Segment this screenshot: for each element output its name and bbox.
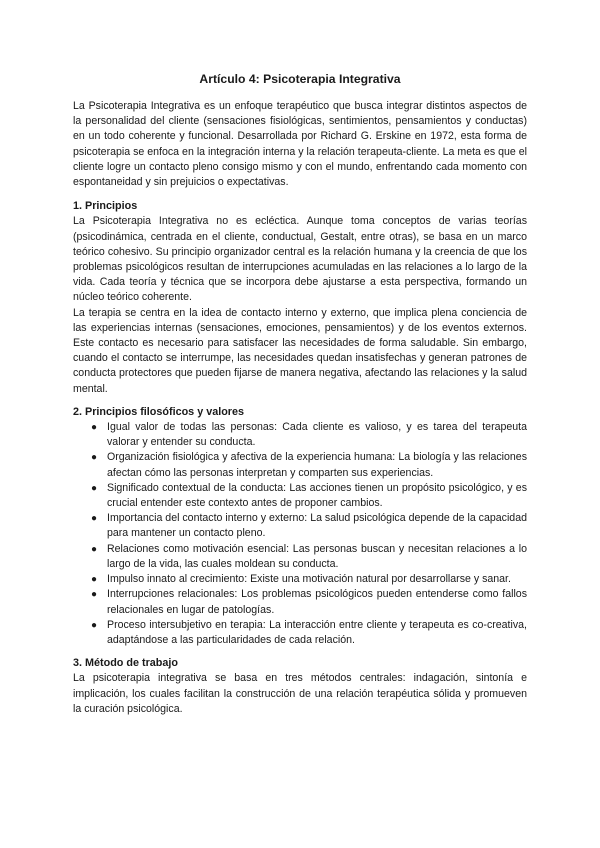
bullet-icon: ●: [91, 574, 98, 586]
list-item: [73, 420, 527, 450]
section-paragraph: La psicoterapia integrativa se basa en tres métodos centrales: indagación, sintonía e implicación, los cuales facilitan la construcción de una relación terapéutica sólida y promueven la curación psicológica.: [73, 672, 527, 715]
intro-paragraph: La Psicoterapia Integrativa es un enfoque terapéutico que busca integrar distintos aspectos de la personalidad del cliente (sensaciones fisiológicas, sentimientos, pensamientos y conductas) en un todo coherente y funcional. Desarrollada por Richard G. Erskine en 1972, esta forma de psicoterapia se enfoca en la integración interna y la relación terapeuta-cliente. La meta es que el cliente logre un contacto pleno consigo mismo y con el mundo, enfrentando cada momento con espontaneidad y sin prejuicios o expectativas.: [73, 100, 527, 189]
list-item: [73, 587, 527, 617]
section-principios: [73, 199, 527, 397]
section-metodo: [73, 656, 527, 717]
bullet-icon: ●: [91, 589, 98, 601]
bullet-icon: ●: [91, 482, 98, 494]
list-item-text: Interrupciones relacionales: Los problemas psicológicos pueden entenderse como fallos relacionales en lugar de patologías.: [107, 588, 527, 616]
document-body: [73, 71, 527, 725]
list-item-text: Relaciones como motivación esencial: Las personas buscan y necesitan relaciones a lo largo de la vida, las cuales moldean su conducta.: [107, 542, 527, 570]
bullet-icon: ●: [91, 513, 98, 525]
section-paragraph: La terapia se centra en la idea de contacto interno y externo, que implica plena conciencia de las experiencias internas (sensaciones, emociones, pensamientos) y de los eventos externos. Este contacto es necesario para satisfacer las necesidades de forma saludable. Sin embargo, cuando el contacto se interrumpe, las necesidades quedan insatisfechas y generan patrones de conducta protectores que pueden fijarse de manera negativa, afectando las relaciones y la salud mental.: [73, 306, 527, 395]
bullet-icon: ●: [91, 422, 98, 434]
list-item-text: Significado contextual de la conducta: Las acciones tienen un propósito psicológico, y es crucial entender este contexto antes de proponer cambios.: [107, 481, 527, 510]
list-item-text: Importancia del contacto interno y externo: La salud psicológica depende de la capacidad para mantener un contacto pleno.: [107, 512, 527, 540]
list-item: [73, 450, 527, 480]
list-item: [73, 618, 527, 648]
section-paragraph: La Psicoterapia Integrativa no es ecléctica. Aunque toma conceptos de varias teorías (psicodinámica, centrada en el cliente, conductual, Gestalt, entre otras), se basa en un marco teórico cohesivo. Su principio organizador central es la relación humana y la creencia de que los problemas psicológicos resultan de interrupciones acumuladas en las relaciones a lo largo de la vida. Cada teoría y técnica que se incorpora debe ajustarse a esta perspectiva, formando un núcleo teórico coherente.: [73, 215, 527, 304]
values-list: [73, 420, 527, 648]
section-heading: 2. Principios filosóficos y valores: [73, 405, 245, 418]
list-item-text: Organización fisiológica y afectiva de la experiencia humana: La biología y las relaciones afectan cómo las personas interpretan y comparten sus experiencias.: [107, 451, 527, 479]
section-heading: 1. Principios: [73, 200, 138, 213]
section-principios-filosoficos: [73, 405, 527, 648]
list-item: [73, 572, 527, 587]
list-item: [73, 481, 527, 511]
bullet-icon: ●: [91, 452, 98, 464]
article-title: Artículo 4: Psicoterapia Integrativa: [199, 72, 401, 86]
section-heading: 3. Método de trabajo: [73, 657, 178, 670]
list-item-text: Igual valor de todas las personas: Cada cliente es valioso, y es tarea del terapeuta valorar y entender su conducta.: [107, 421, 527, 449]
bullet-icon: ●: [91, 619, 98, 631]
list-item: [73, 542, 527, 572]
list-item-text: Proceso intersubjetivo en terapia: La interacción entre cliente y terapeuta es co-creativa, adaptándose a las particularidades de cada relación.: [107, 618, 527, 646]
list-item-text: Impulso innato al crecimiento: Existe una motivación natural por desarrollarse y sanar.: [107, 573, 511, 586]
bullet-icon: ●: [91, 543, 98, 555]
list-item: [73, 511, 527, 541]
